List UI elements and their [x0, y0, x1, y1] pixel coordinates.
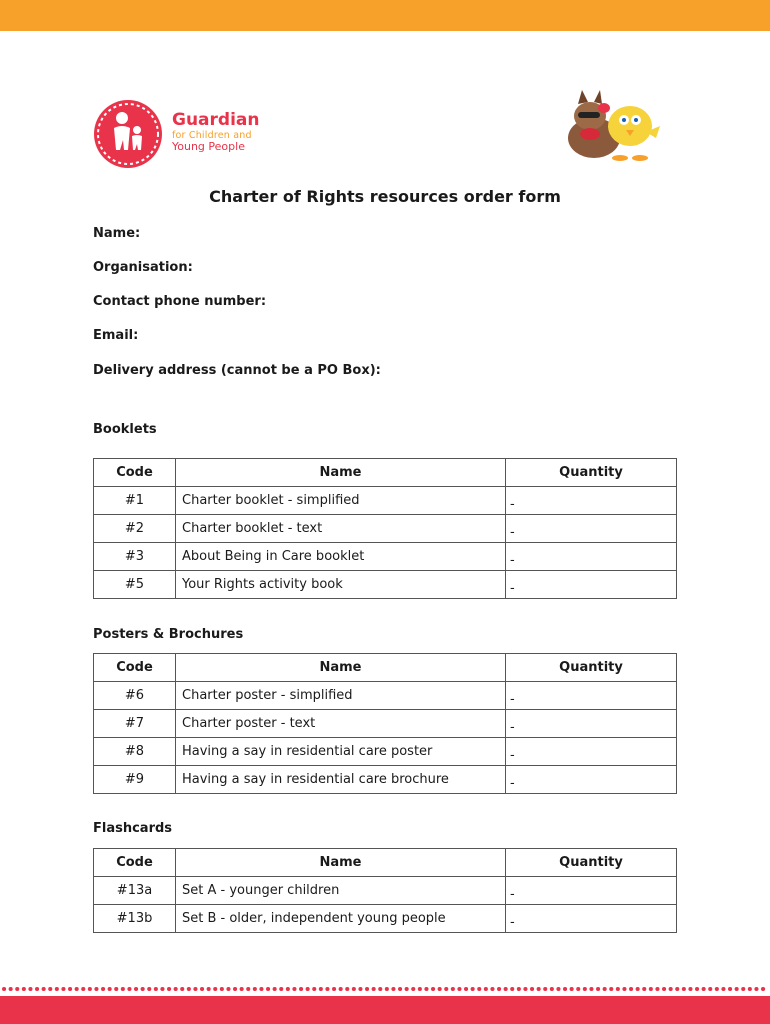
- field-name-label: Name:: [93, 226, 141, 241]
- table-row: [94, 515, 677, 543]
- bottom-red-bar: [0, 996, 770, 1024]
- table-row: [94, 738, 677, 766]
- flashcards-table: [93, 848, 677, 933]
- row-name: Charter booklet - simplified: [176, 487, 506, 515]
- guardian-logo-emblem: [92, 98, 164, 170]
- page-title: Charter of Rights resources order form: [209, 187, 561, 206]
- posters-brochures-table: [93, 653, 677, 794]
- table-header-row: [94, 654, 677, 682]
- dotted-divider: [0, 984, 770, 994]
- table-row: [94, 571, 677, 599]
- row-name: Set A - younger children: [176, 877, 506, 905]
- row-code: #6: [94, 682, 176, 710]
- field-phone-label: Contact phone number:: [93, 294, 267, 309]
- row-quantity[interactable]: -: [506, 487, 677, 515]
- row-quantity[interactable]: -: [506, 710, 677, 738]
- section-title-booklets: Booklets: [93, 422, 157, 437]
- table-header-row: [94, 459, 677, 487]
- row-quantity[interactable]: -: [506, 738, 677, 766]
- row-quantity[interactable]: -: [506, 543, 677, 571]
- field-delivery-address-label: Delivery address (cannot be a PO Box):: [93, 363, 381, 378]
- row-code: #8: [94, 738, 176, 766]
- section-title-posters-brochures: Posters & Brochures: [93, 627, 244, 642]
- row-quantity[interactable]: -: [506, 905, 677, 933]
- row-quantity[interactable]: -: [506, 515, 677, 543]
- mascot-illustration: [560, 86, 670, 166]
- row-code: #13b: [94, 905, 176, 933]
- header-code: Code: [94, 654, 176, 682]
- header-name: Name: [176, 459, 506, 487]
- row-name: Your Rights activity book: [176, 571, 506, 599]
- row-code: #9: [94, 766, 176, 794]
- row-code: #3: [94, 543, 176, 571]
- table-row: [94, 766, 677, 794]
- header-quantity: Quantity: [506, 654, 677, 682]
- header-code: Code: [94, 459, 176, 487]
- top-orange-bar: [0, 0, 770, 31]
- row-quantity[interactable]: -: [506, 571, 677, 599]
- row-name: Having a say in residential care poster: [176, 738, 506, 766]
- header-name: Name: [176, 654, 506, 682]
- row-code: #13a: [94, 877, 176, 905]
- logo-org-sub2: Young People: [172, 140, 245, 153]
- header-name: Name: [176, 849, 506, 877]
- table-row: [94, 487, 677, 515]
- row-quantity[interactable]: -: [506, 682, 677, 710]
- row-name: About Being in Care booklet: [176, 543, 506, 571]
- header-code: Code: [94, 849, 176, 877]
- table-row: [94, 877, 677, 905]
- row-name: Charter poster - simplified: [176, 682, 506, 710]
- row-code: #7: [94, 710, 176, 738]
- row-quantity[interactable]: -: [506, 766, 677, 794]
- row-name: Charter booklet - text: [176, 515, 506, 543]
- row-code: #1: [94, 487, 176, 515]
- row-code: #2: [94, 515, 176, 543]
- field-email-label: Email:: [93, 328, 139, 343]
- table-row: [94, 710, 677, 738]
- logo-org-name: Guardian: [172, 110, 260, 130]
- table-row: [94, 682, 677, 710]
- table-row: [94, 543, 677, 571]
- row-quantity[interactable]: -: [506, 877, 677, 905]
- table-row: [94, 905, 677, 933]
- guardian-logo: [92, 98, 272, 170]
- row-name: Charter poster - text: [176, 710, 506, 738]
- section-title-flashcards: Flashcards: [93, 821, 173, 836]
- header-quantity: Quantity: [506, 849, 677, 877]
- booklets-table: [93, 458, 677, 599]
- field-organisation-label: Organisation:: [93, 260, 193, 275]
- row-code: #5: [94, 571, 176, 599]
- logo-org-sub1: for Children and: [172, 130, 252, 141]
- row-name: Having a say in residential care brochure: [176, 766, 506, 794]
- table-header-row: [94, 849, 677, 877]
- row-name: Set B - older, independent young people: [176, 905, 506, 933]
- header-quantity: Quantity: [506, 459, 677, 487]
